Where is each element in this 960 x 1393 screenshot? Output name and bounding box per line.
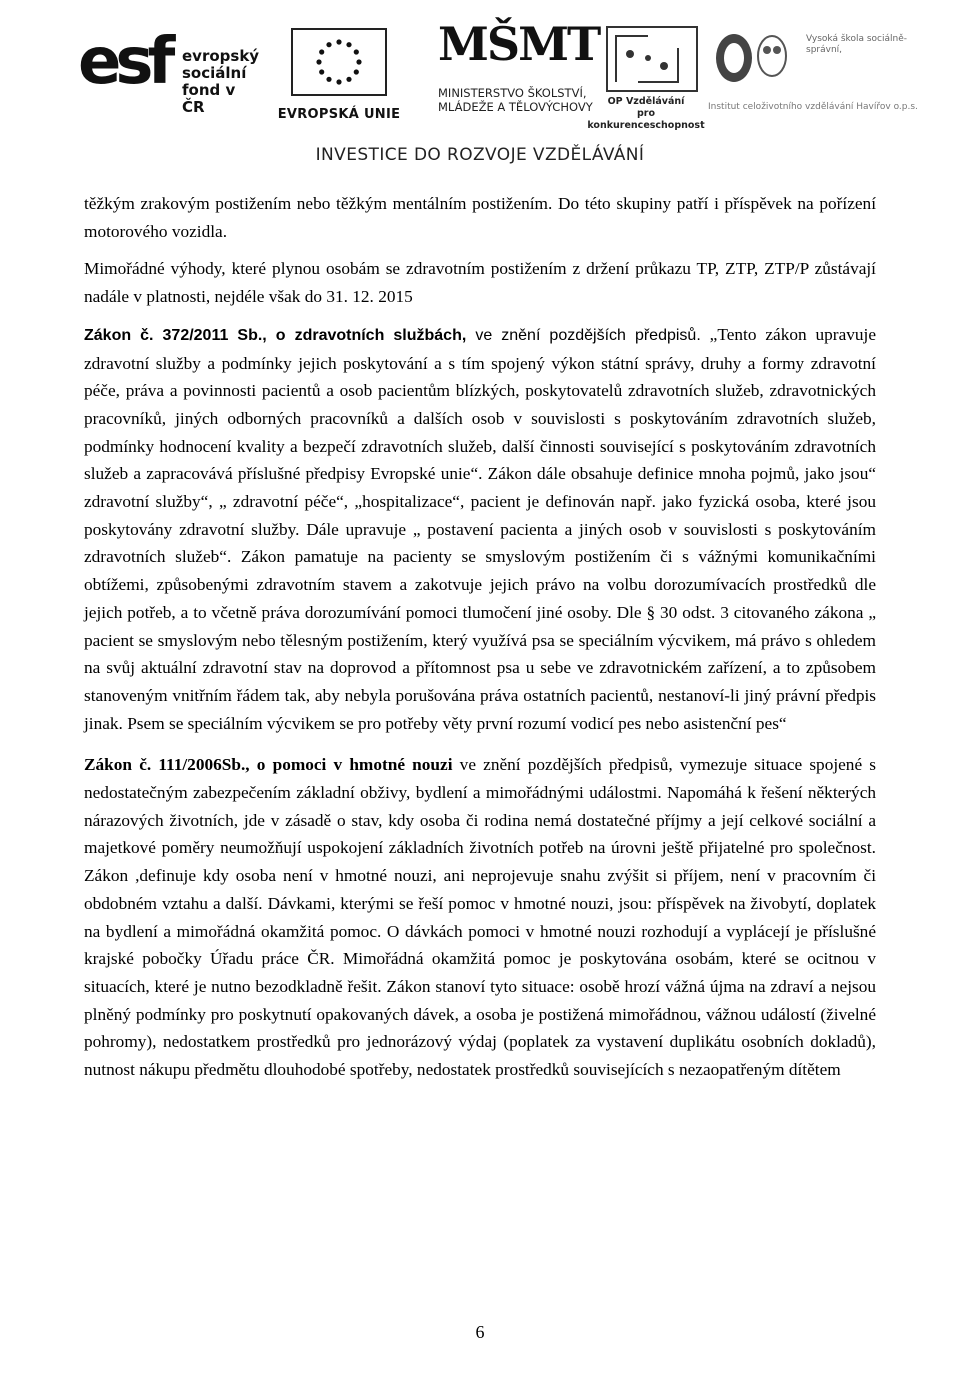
op-line-1: OP Vzdělávání	[607, 96, 685, 107]
eu-logo	[274, 28, 404, 128]
eu-label: EVROPSKÁ UNIE	[277, 107, 401, 122]
esf-line-2: sociální	[182, 64, 247, 82]
document-body	[84, 190, 876, 1084]
op-emblem-icon	[606, 26, 698, 92]
paragraph-2: Mimořádné výhody, které plynou osobám se zdravotním postižením z držení průkazu TP, ZTP, ZTP/P zůstávají nadále v platnosti, nejdéle však do 31. 12. 2015	[84, 259, 876, 307]
law-372-text: „Tento zákon upravuje zdravotní služby a podmínky jejich poskytování a s tím spojený výkon státní správy, druhy a formy zdravotní péče, práva a povinnosti pacientů a osob pacientům blízkých, poskytovatelů zdravotních služeb, zdravotnických pracovníků, jiných odborných pracovníků a dalších osob v souvislosti s poskytováním zdravotních služeb, podmínky hodnocení kvality a bezpečí zdravotních služeb, další činnosti související s poskytováním zdravotních služeb a zapracovává příslušné předpisy Evropské unie“. Zákon dále obsahuje definice mnoha pojmů, jako jsou“ zdravotní služby“, „ zdravotní péče“, „hospitalizace“, pacient je definován např. jako fyzická osoba, které jsou poskytovány zdravotní služby. Dále upravuje „ postavení pacienta a jiných osob v souvislosti s poskytováním zdravotních služeb“. Zákon pamatuje na pacienty se smyslovým postižením či s vážnými komunikačními obtížemi, způsobenými zdravotním stavem a zakotvuje jejich právo na volbu dorozumívacích prostředků dle jejich potřeb, a to včetně práva dorozumívání pomoci tlumočení jiné osoby. Dle § 30 odst. 3 citovaného zákona „ pacient se smyslovým nebo tělesným postižením, který využívá psa se speciálním výcvikem, má právo s ohledem na svůj aktuální zdravotní stav na doprovod a přítomnost psa u sebe ve zdravotnickém zařízení, a to způsobem stanoveným vnitřním řádem tak, aby nebyla porušována práva ostatních pacientů, nestanoví-li jiný právní předpis jinak. Psem se speciálním výcvikem se pro potřeby věty první rozumí vodicí pes nebo asistenční pes“	[84, 324, 876, 733]
op-logo	[586, 26, 706, 130]
vs-name: Vysoká škola sociálně-správní,	[806, 34, 907, 55]
msmt-text	[438, 86, 593, 114]
esf-text	[182, 48, 260, 116]
msmt-line-1: MINISTERSTVO ŠKOLSTVÍ,	[438, 86, 587, 100]
paragraph-1: těžkým zrakovým postižením nebo těžkým mentálním postižením. Do této skupiny patří i příspěvek na pořízení motorového vozidla.	[84, 194, 876, 241]
esf-logo	[78, 22, 260, 122]
msmt-mark: MŠMT	[438, 17, 600, 71]
esf-mark: esf	[78, 25, 170, 99]
page-header	[0, 0, 960, 175]
paragraph-4	[84, 751, 876, 1083]
law-372-suffix: ve znění pozdějších předpisů.	[466, 326, 701, 344]
owl-emblem-icon	[712, 28, 802, 86]
paragraph-3	[84, 321, 876, 738]
eu-flag-icon	[291, 28, 387, 96]
vs-logo	[708, 28, 918, 128]
vs-institute: Institut celoživotního vzdělávání Havířov o.p.s.	[708, 102, 918, 112]
msmt-line-2: MLÁDEŽE A TĚLOVÝCHOVY	[438, 100, 593, 114]
program-title: INVESTICE DO ROZVOJE VZDĚLÁVÁNÍ	[315, 145, 645, 165]
page-number: 6	[475, 1322, 485, 1342]
esf-line-3: fond v ČR	[182, 81, 236, 116]
logo-row	[78, 17, 918, 132]
esf-line-1: evropský	[182, 47, 260, 65]
law-111-text: ve znění pozdějších předpisů, vymezuje situace spojené s nedostatečným zabezpečením základní obživy, bydlení a mimořádnými událostmi. Napomáhá k řešení některých nárazových životních, jde v zásadě o stav, kdy osoba či rodina nemá dostatečné příjmy a její celkové sociální a majetkové poměry neumožňují uspokojení základních životních potřeb na úrovni ještě přijatelné pro společnost. Zákon ,definuje kdy osoba není v hmotné nouzi, ani neprojevuje snahu zvýšit si příjem, není v pracovním či obdobném vztahu a další. Dávkami, kterými se řeší pomoc v hmotné nouzi, jsou: příspěvek na živobytí, doplatek na bydlení a mimořádná okamžitá pomoc. O dávkách pomoci v hmotné nouzi rozhodují a vyplácejí je příslušné krajské pobočky Úřadu práce ČR. Mimořádná okamžitá pomoc je poskytována osobám, které se ocitnou v situacích, které je nutno bezodkladně řešit. Zákon stanoví tyto situace: osobě hrozí vážná újma na zdraví a nejsou plněný podmínky pro poskytnutí opakovaných dávek, a osoba je postižená mimořádnou, vážnou událostí (živelné pohromy), nedostatkem prostředků pro jednorázový výdaj (poplatek za vystavení duplikátu osobních dokladů), nutnost nákupu předmětu dlouhodobé spotřeby, nedostatek prostředků souvisejících s nezaopatřeným dítětem	[84, 755, 877, 1080]
law-372-title: Zákon č. 372/2011 Sb., o zdravotních službách,	[84, 326, 467, 344]
law-111-title: Zákon č. 111/2006Sb., o pomoci v hmotné nouzi	[84, 755, 453, 775]
op-text	[586, 96, 706, 132]
op-line-2: pro konkurenceschopnost	[587, 108, 705, 131]
